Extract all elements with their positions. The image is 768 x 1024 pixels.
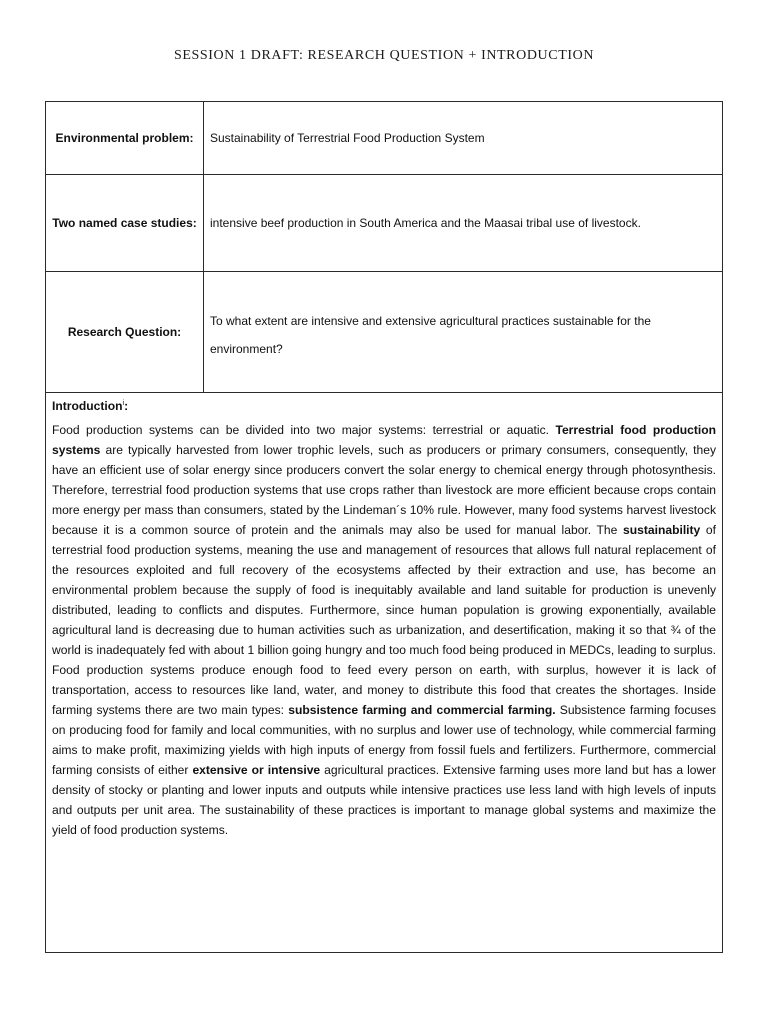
table-row-case-studies bbox=[46, 175, 722, 272]
intro-segment: are typically harvested from lower trophic levels, such as producers or primary consumers, consequently, they have an efficient use of solar energy since producers convert the solar energy to chemical energy through photosynthesis. Therefore, terrestrial food production systems that use crops rather than livestock are more efficient because crops contain more energy per mass than consumers, stated by the Lindeman´s 10% rule. However, many food systems harvest livestock because it is a common source of protein and the animals may also be used for manual labor. The bbox=[52, 443, 716, 537]
intro-segment-bold: extensive or intensive bbox=[192, 763, 321, 777]
intro-segment: Food production systems can be divided into two major systems: terrestrial or aquatic. bbox=[52, 423, 556, 437]
row-value: intensive beef production in South America and the Maasai tribal use of livestock. bbox=[210, 216, 641, 230]
introduction-heading bbox=[52, 396, 716, 416]
intro-segment-bold: Terrestrial food production systems bbox=[52, 423, 716, 457]
introduction-body bbox=[52, 420, 716, 840]
intro-segment-bold: subsistence farming and commercial farming. bbox=[288, 703, 556, 717]
table-row-research-question bbox=[46, 272, 722, 393]
introduction-heading-suffix: : bbox=[124, 399, 129, 413]
footnote-marker[interactable]: i bbox=[122, 399, 125, 407]
row-label: Environmental problem: bbox=[46, 102, 204, 174]
page-title: SESSION 1 DRAFT: RESEARCH QUESTION + INTRODUCTION bbox=[173, 48, 595, 63]
row-value: Sustainability of Terrestrial Food Production System bbox=[210, 131, 485, 145]
row-label: Two named case studies: bbox=[46, 175, 204, 271]
row-value: To what extent are intensive and extensive agricultural practices sustainable for the environment? bbox=[210, 314, 651, 356]
intro-segment: agricultural practices. Extensive farming uses more land but has a lower density of stocky or planting and lower inputs and outputs while intensive practices use less land with high levels of inputs and outputs per unit area. The sustainability of these practices is important to manage global systems and maximize the yield of food production systems. bbox=[52, 763, 716, 837]
intro-segment-bold: sustainability bbox=[623, 523, 701, 537]
draft-table bbox=[45, 101, 723, 953]
intro-segment: of terrestrial food production systems, meaning the use and management of resources that allows full natural replacement of the resources exploited and full recovery of the ecosystems affected by their extraction and use, has become an environmental problem because the supply of food is inequitably available and land suitable for production is unevenly distributed, leading to conflicts and disputes. Furthermore, since human population is growing exponentially, available agricultural land is decreasing due to human activities such as urbanization, and desertification, making it so that ¾ of the world is inadequately fed with about 1 billion going hungry and too much food being produced in MEDCs, leading to surplus. Food production systems produce enough food to feed every person on earth, with surplus, however it is lack of transportation, access to resources like land, water, and money to distribute this food that creates the shortages. Inside farming systems there are two main types: bbox=[52, 523, 716, 717]
introduction-heading-text: Introduction bbox=[52, 399, 123, 413]
intro-segment: Subsistence farming focuses on producing food for family and local communities, with no surplus and lower use of technology, while commercial farming aims to make profit, maximizing yields with high inputs of energy from fossil fuels and fertilizers. Furthermore, commercial farming consists of either bbox=[52, 703, 716, 777]
row-label: Research Question: bbox=[46, 272, 204, 392]
introduction-section bbox=[52, 393, 716, 840]
table-row-environmental-problem bbox=[46, 102, 722, 175]
